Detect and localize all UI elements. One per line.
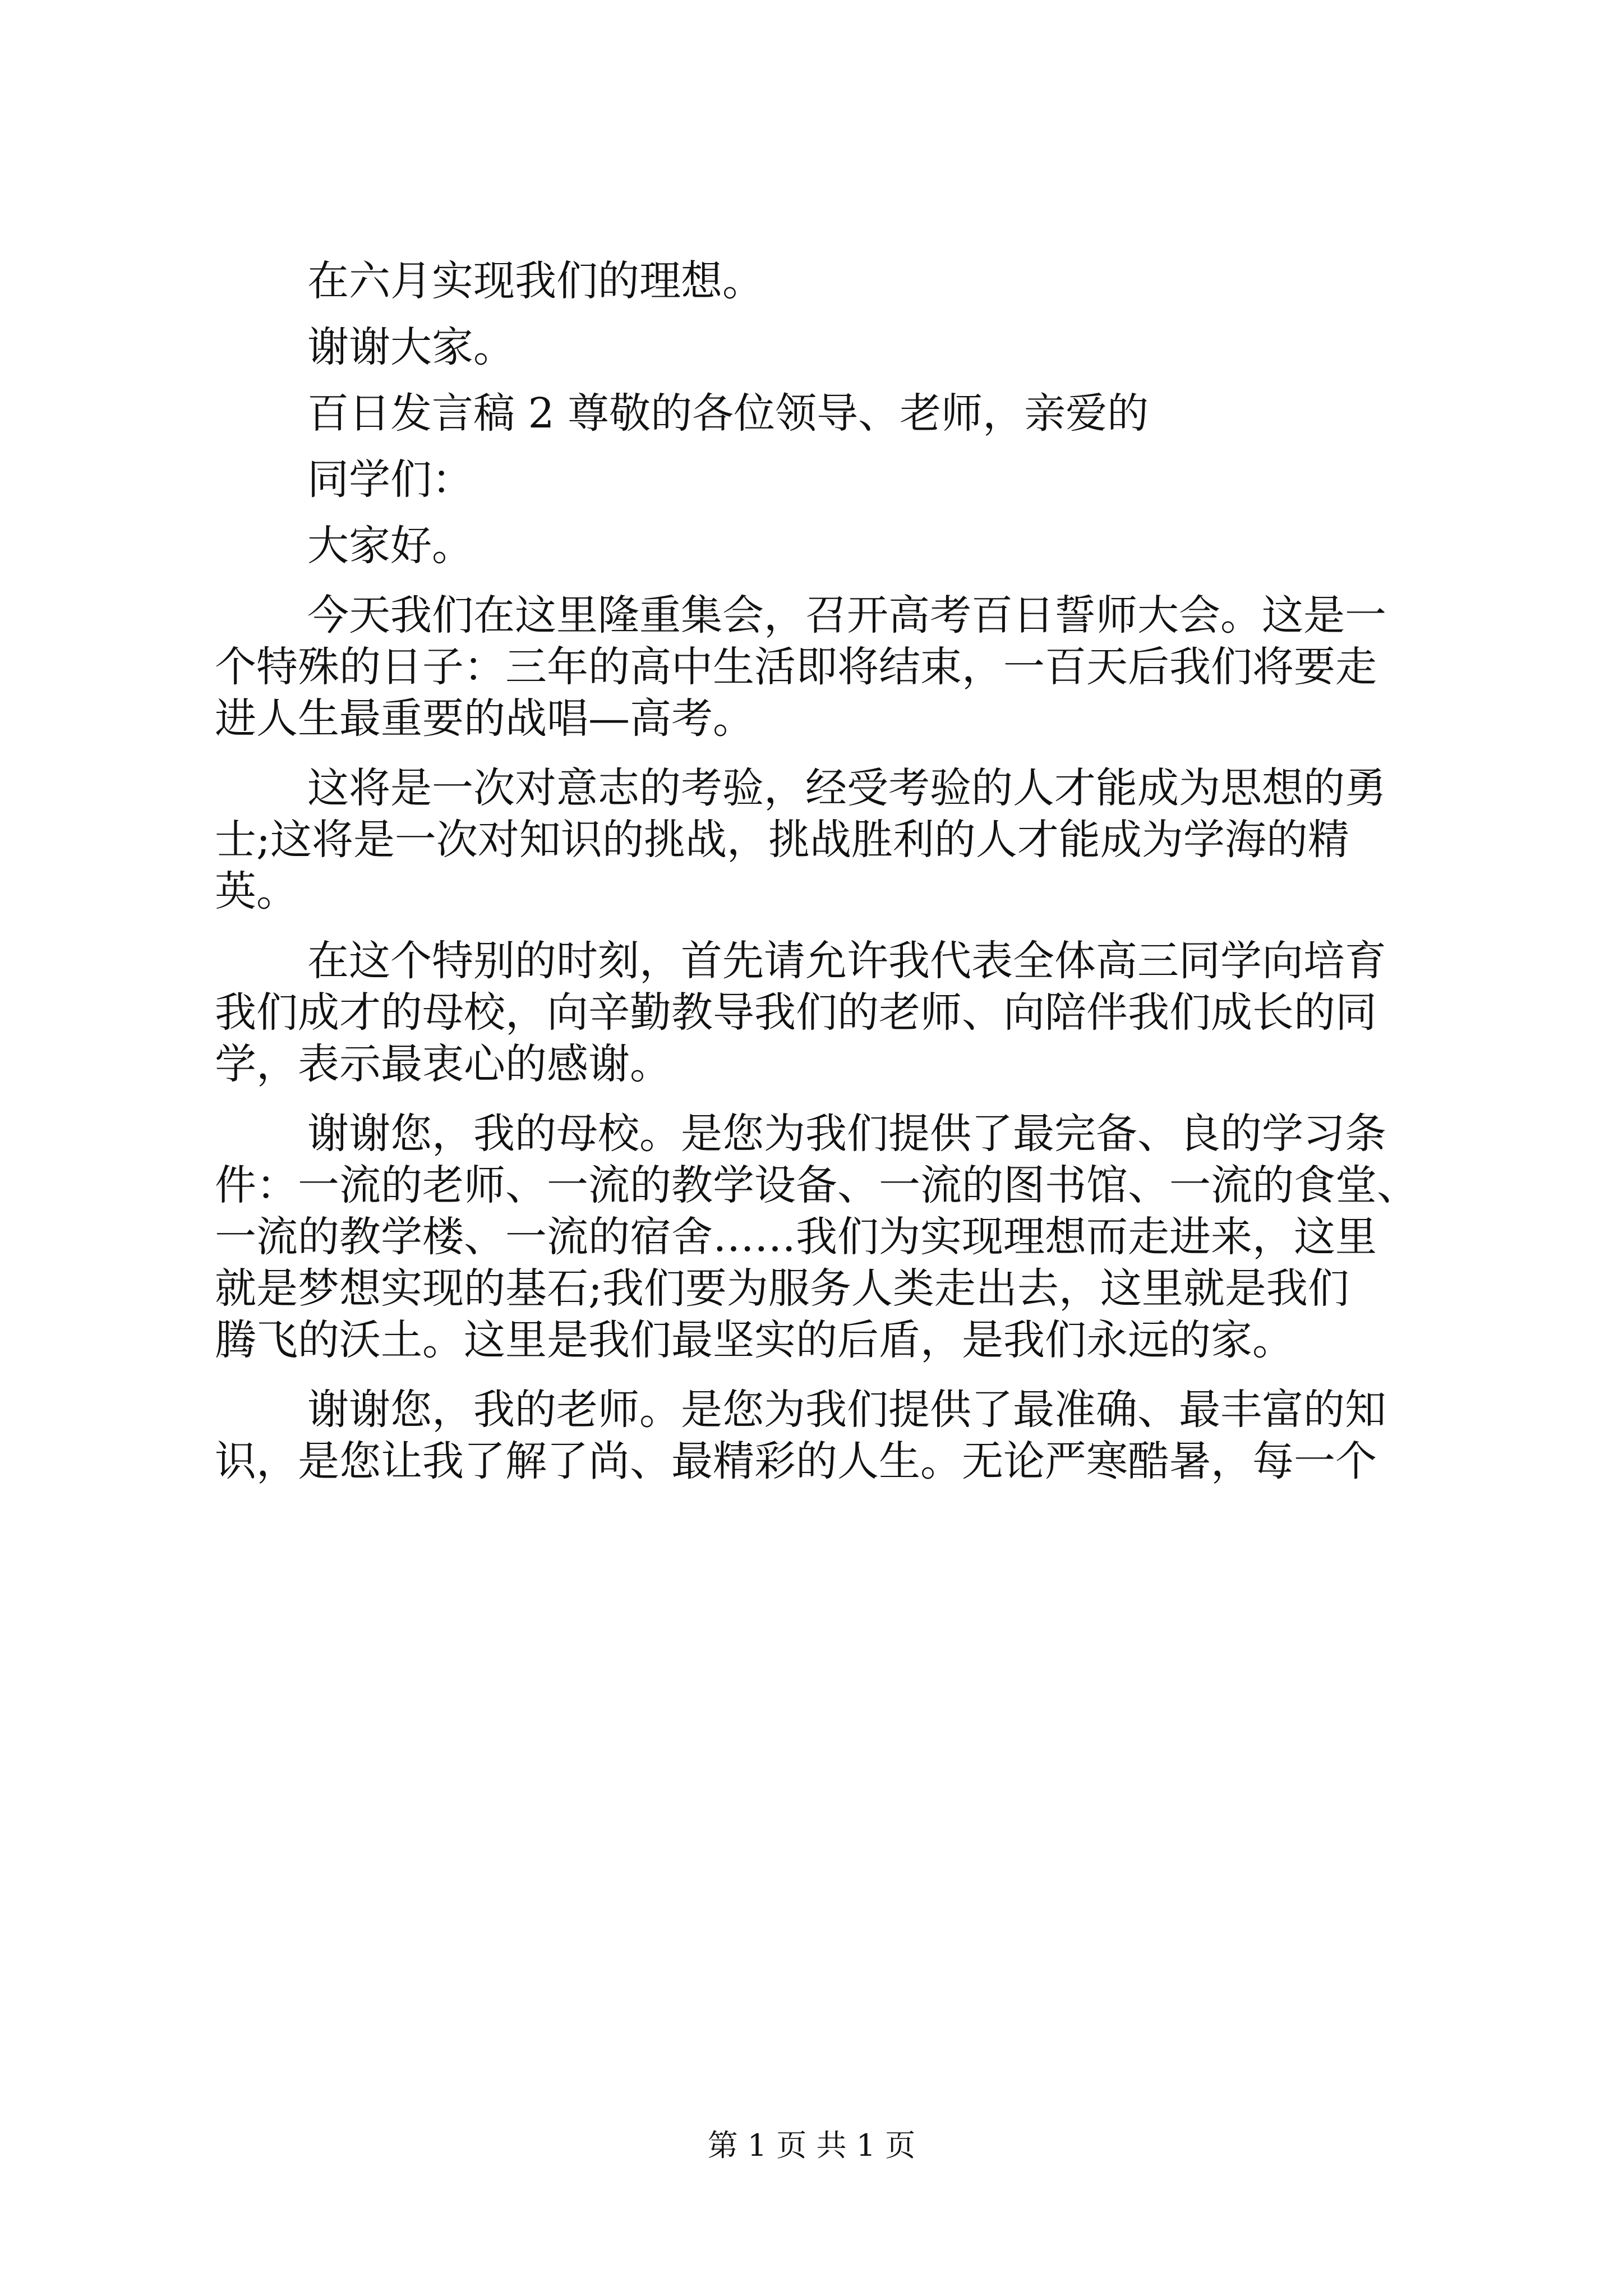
paragraph-line: 今天我们在这里隆重集会，召开高考百日誓师大会。这是一 xyxy=(307,591,1386,639)
paragraph-line: 大家好。 xyxy=(307,522,473,570)
paragraph-line: 士;这将是一次对知识的挑战，挑战胜利的人才能成为学海的精 xyxy=(215,816,1349,864)
paragraph-line: 同学们： xyxy=(307,455,473,504)
paragraph-line: 我们成才的母校，向辛勤教导我们的老师、向陪伴我们成长的同 xyxy=(215,988,1377,1037)
paragraph-line: 件：一流的老师、一流的教学设备、一流的图书馆、一流的食堂、 xyxy=(215,1161,1418,1209)
paragraph-line: 识，是您让我了解了尚、最精彩的人生。无论严寒酷暑，每一个 xyxy=(215,1437,1377,1485)
paragraph-line: 英。 xyxy=(215,867,298,915)
paragraph-line: 就是梦想实现的基石;我们要为服务人类走出去，这里就是我们 xyxy=(215,1264,1349,1313)
paragraph-line: 谢谢您，我的老师。是您为我们提供了最准确、最丰富的知 xyxy=(307,1386,1386,1434)
paragraph-line: 学，表示最衷心的感谢。 xyxy=(215,1040,671,1088)
page-footer: 第 1 页 共 1 页 xyxy=(707,2128,916,2163)
paragraph-line: 在这个特别的时刻，首先请允许我代表全体高三同学向培育 xyxy=(307,937,1386,985)
paragraph-line: 进人生最重要的战唱—高考。 xyxy=(215,694,754,743)
paragraph-line: 腾飞的沃土。这里是我们最坚实的后盾，是我们永远的家。 xyxy=(215,1316,1294,1364)
paragraph-line: 谢谢大家。 xyxy=(307,323,515,371)
document-body xyxy=(215,255,1432,1487)
paragraph-line: 百日发言稿 2 尊敬的各位领导、老师，亲爱的 xyxy=(307,389,1149,438)
paragraph-line: 在六月实现我们的理想。 xyxy=(307,257,764,305)
paragraph-line: 一流的教学楼、一流的宿舍……我们为实现理想而走进来，这里 xyxy=(215,1213,1377,1261)
paragraph-line: 个特殊的日子：三年的高中生活即将结束，一百天后我们将要走 xyxy=(215,643,1377,691)
paragraph-line: 谢谢您，我的母校。是您为我们提供了最完备、良的学习条 xyxy=(307,1110,1386,1158)
paragraph-line: 这将是一次对意志的考验，经受考验的人才能成为思想的勇 xyxy=(307,764,1386,812)
